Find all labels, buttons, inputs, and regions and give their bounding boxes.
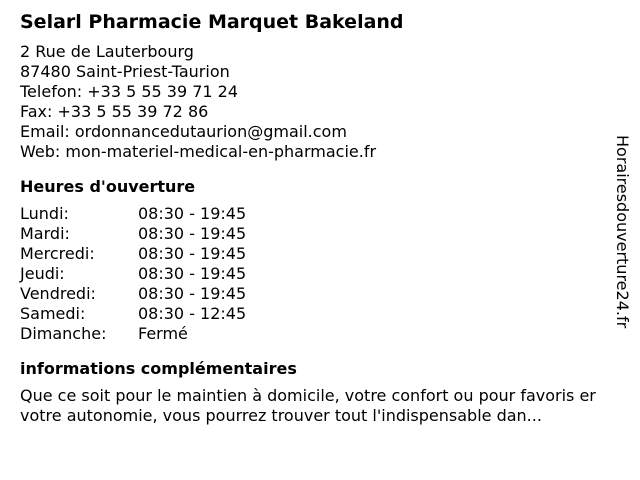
time-range: 08:30 - 19:45 (138, 244, 247, 263)
pharmacy-card (20, 10, 610, 426)
time-range: 08:30 - 19:45 (138, 204, 247, 223)
time-range: 08:30 - 19:45 (138, 284, 247, 303)
pharmacy-name: Selarl Pharmacie Marquet Bakeland (20, 11, 404, 33)
hours-row-tuesday (20, 224, 610, 244)
site-brand-vertical: Horairesdouverture24.fr (613, 135, 632, 329)
additional-info-text: Que ce soit pour le maintien à domicile, votre confort ou pour favoris er votre autonomie, vous pourrez trouver tout l'indispensable dan... (20, 386, 596, 425)
additional-info-heading: informations complémentaires (20, 359, 297, 378)
time-range: 08:30 - 12:45 (138, 304, 247, 323)
fax-number: Fax: +33 5 55 39 72 86 (20, 102, 209, 121)
hours-row-wednesday (20, 244, 610, 264)
email-address: Email: ordonnancedutaurion@gmail.com (20, 122, 347, 141)
hours-row-monday (20, 204, 610, 224)
hours-row-thursday (20, 264, 610, 284)
day-label: Mercredi: (20, 244, 95, 263)
day-label: Lundi: (20, 204, 69, 223)
hours-row-friday (20, 284, 610, 304)
day-label: Mardi: (20, 224, 70, 243)
time-range: 08:30 - 19:45 (138, 264, 247, 283)
phone-number: Telefon: +33 5 55 39 71 24 (20, 82, 239, 101)
day-label: Vendredi: (20, 284, 96, 303)
day-label: Samedi: (20, 304, 86, 323)
hours-row-saturday (20, 304, 610, 324)
opening-hours-heading: Heures d'ouverture (20, 177, 196, 196)
website: Web: mon-materiel-medical-en-pharmacie.fr (20, 142, 377, 161)
day-label: Dimanche: (20, 324, 107, 343)
time-range: 08:30 - 19:45 (138, 224, 247, 243)
street-address: 2 Rue de Lauterbourg (20, 42, 194, 61)
day-label: Jeudi: (20, 264, 65, 283)
city-address: 87480 Saint-Priest-Taurion (20, 62, 230, 81)
time-range: Fermé (138, 324, 188, 343)
hours-row-sunday (20, 324, 610, 344)
opening-hours-table (20, 204, 610, 344)
